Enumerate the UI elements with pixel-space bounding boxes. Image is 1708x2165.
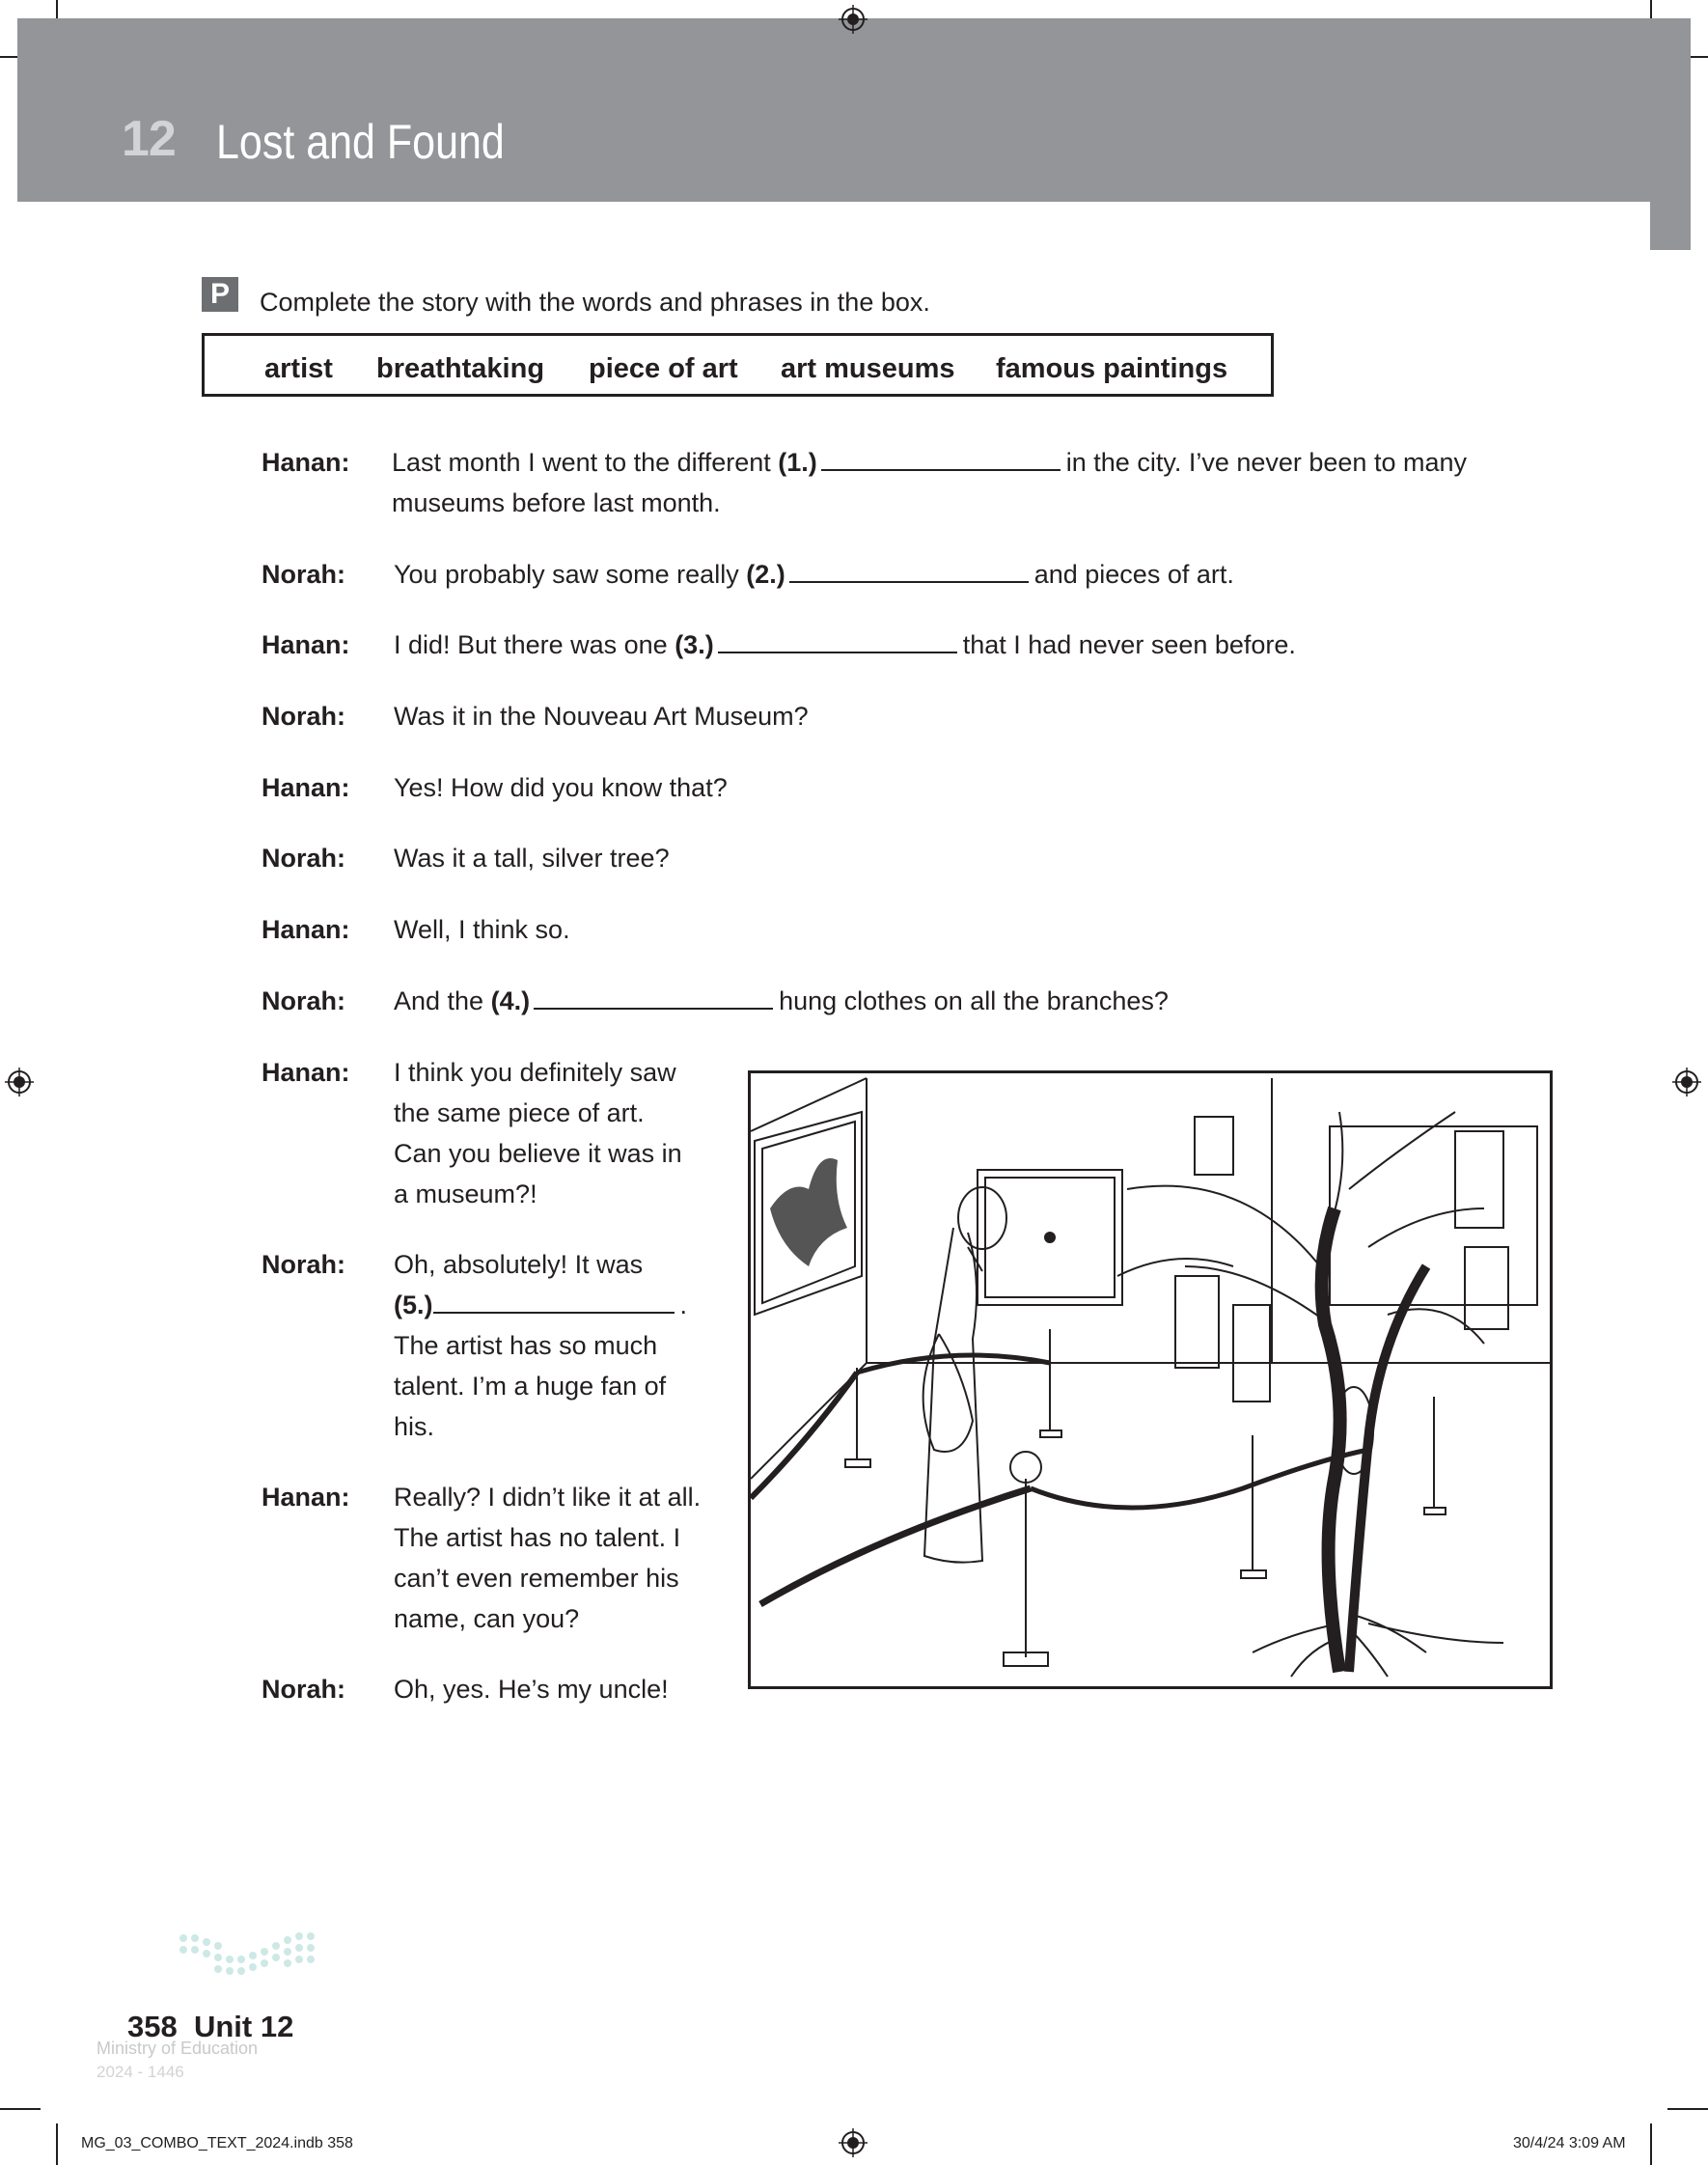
blank-number: (2.) — [746, 560, 785, 589]
dialogue-line: Was it a tall, silver tree? — [394, 844, 670, 873]
print-slug-date: 30/4/24 3:09 AM — [1513, 2135, 1626, 2151]
answer-blank[interactable] — [821, 446, 1061, 471]
unit-number: 12 — [122, 111, 176, 167]
blank-number: (3.) — [675, 630, 714, 659]
dialogue-text: . — [679, 1291, 688, 1319]
dialogue-line: Yes! How did you know that? — [394, 773, 728, 802]
dialogue-line — [394, 625, 1296, 665]
museum-art-drawing — [751, 1073, 1550, 1686]
speaker-label: Hanan: — [262, 1483, 350, 1512]
dialogue-text: that I had never seen before. — [962, 630, 1296, 659]
dialogue-line: Was it in the Nouveau Art Museum? — [394, 702, 809, 731]
word-box-item: breathtaking — [376, 353, 545, 384]
answer-blank[interactable] — [534, 985, 773, 1010]
word-box-item: art museums — [781, 353, 955, 384]
dialogue-line: I think you definitely saw — [394, 1058, 676, 1087]
ministry-name: Ministry of Education — [96, 2039, 259, 2058]
dialogue-text: And the — [394, 986, 484, 1015]
word-box-item: artist — [264, 353, 333, 384]
ministry-year: 2024 - 1446 — [96, 2063, 184, 2081]
dialogue-text: in the city. I’ve never been to many — [1065, 448, 1467, 477]
header-tab — [1650, 202, 1691, 250]
speaker-label: Norah: — [262, 560, 345, 589]
speaker-label: Norah: — [262, 844, 345, 873]
museum-illustration — [748, 1070, 1553, 1689]
dialogue-line — [394, 1285, 687, 1325]
dialogue-line — [394, 981, 1169, 1021]
blank-number: (5.) — [394, 1291, 433, 1319]
dialogue-line: a museum?! — [394, 1180, 537, 1208]
blank-number: (1.) — [778, 448, 817, 477]
dialogue-text: hung clothes on all the branches? — [779, 986, 1169, 1015]
crop-mark — [1667, 2108, 1708, 2110]
registration-mark-icon — [5, 1068, 34, 1096]
dialogue-line: The artist has no talent. I — [394, 1523, 681, 1552]
unit-title: Lost and Found — [216, 115, 505, 169]
dialogue-line: Oh, absolutely! It was — [394, 1250, 644, 1279]
dialogue-text: You probably saw some really — [394, 560, 739, 589]
exercise-letter-badge: P — [202, 277, 238, 312]
speaker-label: Hanan: — [262, 915, 350, 944]
registration-mark-icon — [839, 5, 868, 34]
word-box-item: famous paintings — [996, 353, 1228, 384]
exercise-instruction: Complete the story with the words and phrases in the box. — [260, 288, 930, 317]
crop-mark — [1650, 2123, 1652, 2165]
dialogue-line: Well, I think so. — [394, 915, 570, 944]
registration-mark-icon — [1672, 1068, 1701, 1096]
dialogue-line: name, can you? — [394, 1604, 580, 1633]
answer-blank[interactable] — [718, 628, 957, 653]
dialogue-line: can’t even remember his — [394, 1564, 679, 1593]
answer-blank[interactable] — [433, 1289, 675, 1314]
dialogue-text: Last month I went to the different — [392, 448, 771, 477]
page-number: 358 — [127, 2010, 178, 2043]
speaker-label: Norah: — [262, 1675, 345, 1704]
speaker-label: Norah: — [262, 702, 345, 731]
unit-label: Unit 12 — [193, 2010, 294, 2043]
word-box — [202, 333, 1274, 397]
answer-blank[interactable] — [789, 558, 1029, 583]
dialogue-line — [392, 442, 1467, 483]
crop-mark — [56, 2123, 58, 2165]
dialogue-text: I did! But there was one — [394, 630, 668, 659]
registration-mark-icon — [839, 2128, 868, 2157]
dialogue-line: Really? I didn’t like it at all. — [394, 1483, 702, 1512]
speaker-label: Hanan: — [262, 773, 350, 802]
dialogue-text: and pieces of art. — [1033, 560, 1234, 589]
print-slug-file: MG_03_COMBO_TEXT_2024.indb 358 — [81, 2135, 353, 2151]
dialogue-line: The artist has so much — [394, 1331, 658, 1360]
crop-mark — [0, 2108, 41, 2110]
dialogue-line — [394, 554, 1234, 595]
speaker-label: Hanan: — [262, 1058, 350, 1087]
dialogue-line: talent. I’m a huge fan of — [394, 1372, 667, 1401]
speaker-label: Norah: — [262, 1250, 345, 1279]
word-box-item: piece of art — [589, 353, 738, 384]
blank-number: (4.) — [490, 986, 531, 1015]
dialogue-line: Can you believe it was in — [394, 1139, 682, 1168]
page-footer — [127, 2010, 293, 2044]
dialogue-line: his. — [394, 1412, 435, 1441]
speaker-label: Norah: — [262, 986, 345, 1015]
dialogue-line: museums before last month. — [392, 488, 721, 517]
header-band — [17, 18, 1691, 202]
dialogue-line: the same piece of art. — [394, 1098, 645, 1127]
speaker-label: Hanan: — [262, 448, 350, 477]
speaker-label: Hanan: — [262, 630, 350, 659]
dialogue-line: Oh, yes. He’s my uncle! — [394, 1675, 669, 1704]
